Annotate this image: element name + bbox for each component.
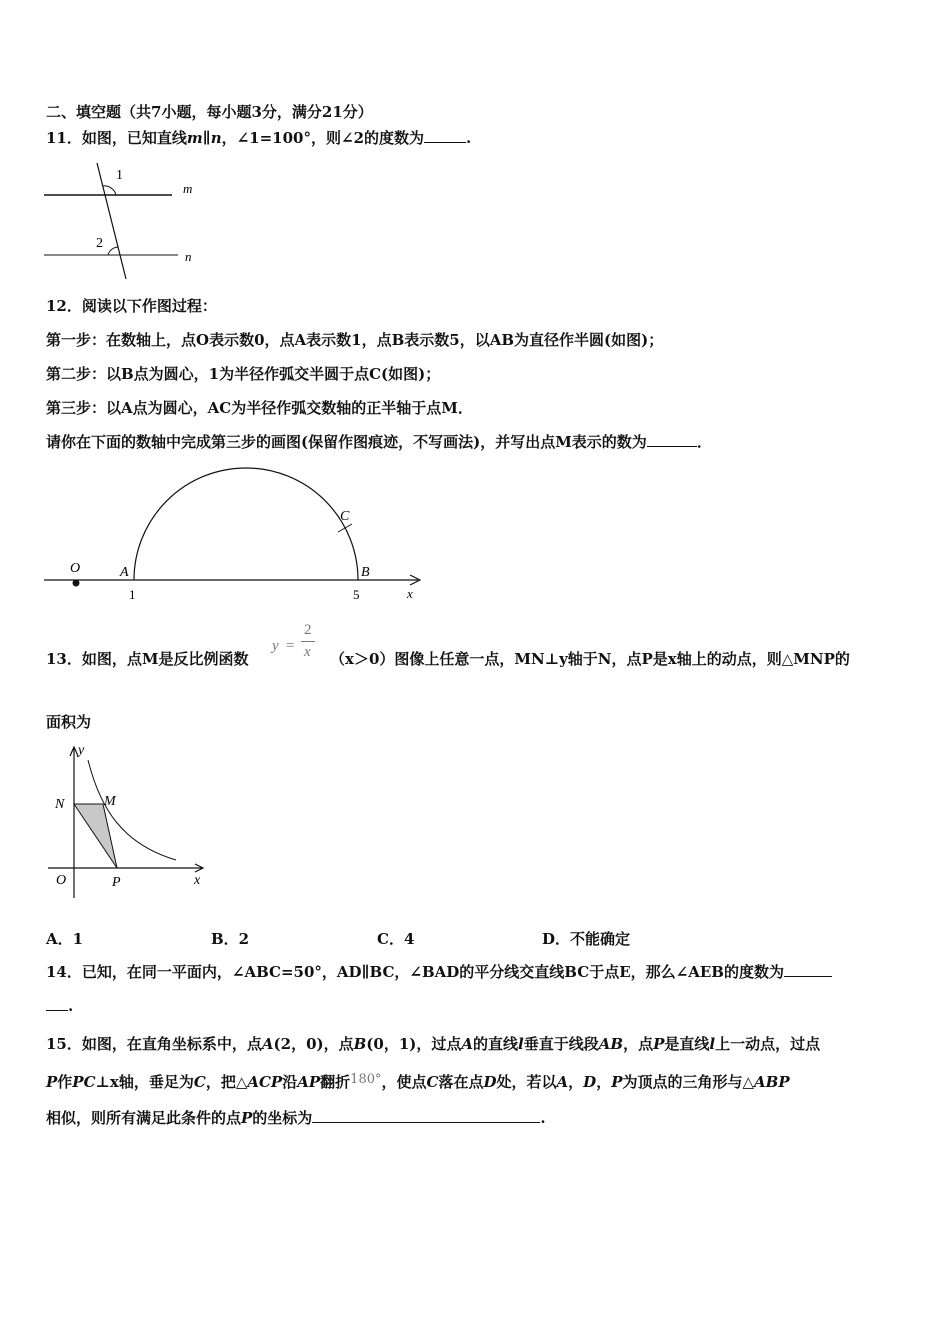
q15-point-c: C (193, 1073, 206, 1091)
q14-line2 (46, 996, 73, 1016)
q15-l3: 相似，则所有满足此条件的点 (46, 1109, 242, 1127)
q15-line3 (46, 1108, 546, 1128)
q15-point-a: A (261, 1035, 274, 1053)
q15-line-l-2: l (709, 1035, 716, 1053)
q13-choice-c[interactable]: C．4 (377, 930, 415, 948)
q15-point-p-3: P (611, 1073, 623, 1091)
q13-prefix: 13．如图，点M是反比例函数 (46, 650, 249, 668)
q15-point-c-2: C (426, 1073, 439, 1091)
q15-segment-ab: AB (598, 1035, 624, 1053)
question-14 (46, 962, 832, 982)
q15-comma-2: ， (596, 1073, 612, 1091)
q11-label-m: m (183, 181, 193, 196)
q11-label-1: 1 (116, 168, 123, 183)
q12-point-o (73, 580, 80, 587)
q13-label-o: O (56, 873, 67, 888)
q15-segment-pc: PC (72, 1073, 96, 1091)
q12-title: 12．阅读以下作图过程： (46, 297, 217, 315)
q15-l1-h: 上一动点，过点 (715, 1035, 821, 1053)
q12-semicircle (134, 468, 358, 580)
q15-l2-j: 为顶点的三角形与△ (622, 1073, 755, 1091)
q13-choice-b[interactable]: B．2 (211, 930, 250, 948)
q12-tick-1: 1 (129, 587, 136, 602)
q15-line1 (46, 1034, 820, 1054)
q14-text: 14．已知，在同一平面内，∠ABC=50°，AD∥BC，∠BAD的平分线交直线BC于点E，那么∠AEB的度数为 (46, 963, 784, 981)
q13-func-eq: = (286, 638, 295, 654)
q15-l2-c: ，把△ (205, 1073, 248, 1091)
q13-choice-a[interactable]: A．1 (46, 930, 84, 948)
q13-label-x: x (194, 873, 201, 888)
q11-parallel: ∥ (202, 129, 211, 147)
q15-segment-ap: AP (297, 1073, 321, 1091)
q15-l1-a: 15．如图，在直角坐标系中，点 (46, 1035, 262, 1053)
q12-arc-mark-c (338, 524, 352, 532)
q14-answer-blank-2[interactable] (46, 996, 68, 1011)
q11-mid: ，∠1=100°，则∠2的度数为 (221, 129, 425, 147)
q12-label-o: O (70, 561, 81, 576)
q15-line-l: l (518, 1035, 524, 1053)
q13-label-n: N (55, 797, 65, 812)
q15-answer-blank[interactable] (312, 1108, 540, 1123)
q13-choice-d[interactable]: D．不能确定 (542, 930, 631, 948)
q15-degree: 180° (350, 1072, 382, 1087)
q15-l2-b: ⊥x轴，垂足为 (95, 1073, 194, 1091)
q12-label-a: A (120, 565, 129, 580)
q15-point-a-2: A (461, 1035, 474, 1053)
q15-l3-end: . (540, 1109, 546, 1127)
q15-point-p-4: P (241, 1109, 253, 1127)
q15-line2 (46, 1070, 790, 1092)
q11-m: m (186, 129, 203, 147)
q15-l1-c: (0，1)，过点 (366, 1035, 462, 1053)
q15-point-a-3: A (556, 1073, 569, 1091)
q11-answer-blank[interactable] (424, 128, 466, 143)
q12-step1: 第一步：在数轴上，点O表示数0，点A表示数1，点B表示数5，以AB为直径作半圆(如图)； (46, 331, 664, 349)
q15-l2-e: 翻折 (320, 1073, 351, 1091)
q15-triangle-acp: ACP (247, 1073, 283, 1091)
q14-answer-blank-1[interactable] (784, 962, 832, 977)
q15-l3-b: 的坐标为 (252, 1109, 313, 1127)
q15-l1-d: 的直线 (473, 1035, 519, 1053)
q12-step2: 第二步：以B点为圆心，1为半径作弧交半圆于点C(如图)； (46, 365, 441, 383)
q11-prefix: 11．如图，已知直线 (46, 129, 187, 147)
q13-suffix: （x＞0）图像上任意一点，MN⊥y轴于N，点P是x轴上的动点，则△MNP的 (330, 650, 850, 668)
q15-l1-b: (2，0)，点 (273, 1035, 354, 1053)
q13-func-y: y (272, 638, 279, 654)
q15-l2-a: 作 (57, 1073, 73, 1091)
q11-label-2: 2 (96, 236, 103, 251)
q12-label-b: B (361, 565, 370, 580)
q11-angle2-arc (108, 247, 118, 255)
q11-label-n: n (185, 249, 192, 264)
q12-label-x: x (407, 586, 413, 601)
q13-label-m: M (104, 794, 116, 809)
q15-point-b: B (353, 1035, 367, 1053)
q13-line2: 面积为 (46, 713, 92, 731)
q12-ask-end: ． (696, 433, 712, 451)
q15-l1-g: 是直线 (664, 1035, 710, 1053)
q15-l2-h: 处，若以 (496, 1073, 557, 1091)
q12-ask-text: 请你在下面的数轴中完成第三步的画图(保留作图痕迹，不写画法)，并写出点M表示的数为 (46, 433, 647, 451)
q14-end: . (68, 997, 74, 1015)
q15-point-p-2: P (46, 1073, 58, 1091)
q15-l2-g: 落在点 (438, 1073, 484, 1091)
q11-figure (40, 155, 210, 285)
q15-l1-e: 垂直于线段 (523, 1035, 599, 1053)
q15-comma-1: ， (568, 1073, 584, 1091)
q15-point-p: P (653, 1035, 665, 1053)
q11-end: . (466, 129, 472, 147)
q13-fraction-bar (301, 641, 315, 642)
q12-tick-5: 5 (353, 587, 360, 602)
q12-figure (40, 460, 430, 610)
q13-func-num: 2 (304, 622, 312, 638)
q15-l1-f: ，点 (623, 1035, 654, 1053)
q15-point-d: D (483, 1073, 497, 1091)
q12-answer-blank[interactable] (647, 432, 697, 447)
q15-l2-f: ，使点 (381, 1073, 427, 1091)
question-11 (46, 128, 471, 148)
q12-label-c: C (340, 509, 350, 524)
q15-triangle-abp: ABP (754, 1073, 790, 1091)
q15-point-d-2: D (583, 1073, 597, 1091)
q13-label-y: y (78, 743, 85, 758)
q13-func-den: x (304, 644, 311, 660)
q12-ask (46, 432, 712, 452)
q15-l2-d: 沿 (282, 1073, 298, 1091)
q11-n: n (210, 129, 222, 147)
q12-step3: 第三步：以A点为圆心，AC为半径作弧交数轴的正半轴于点M． (46, 399, 473, 417)
q13-label-p: P (112, 875, 121, 890)
section-title: 二、填空题（共7小题，每小题3分，满分21分） (46, 103, 373, 121)
q13-figure (44, 738, 214, 898)
